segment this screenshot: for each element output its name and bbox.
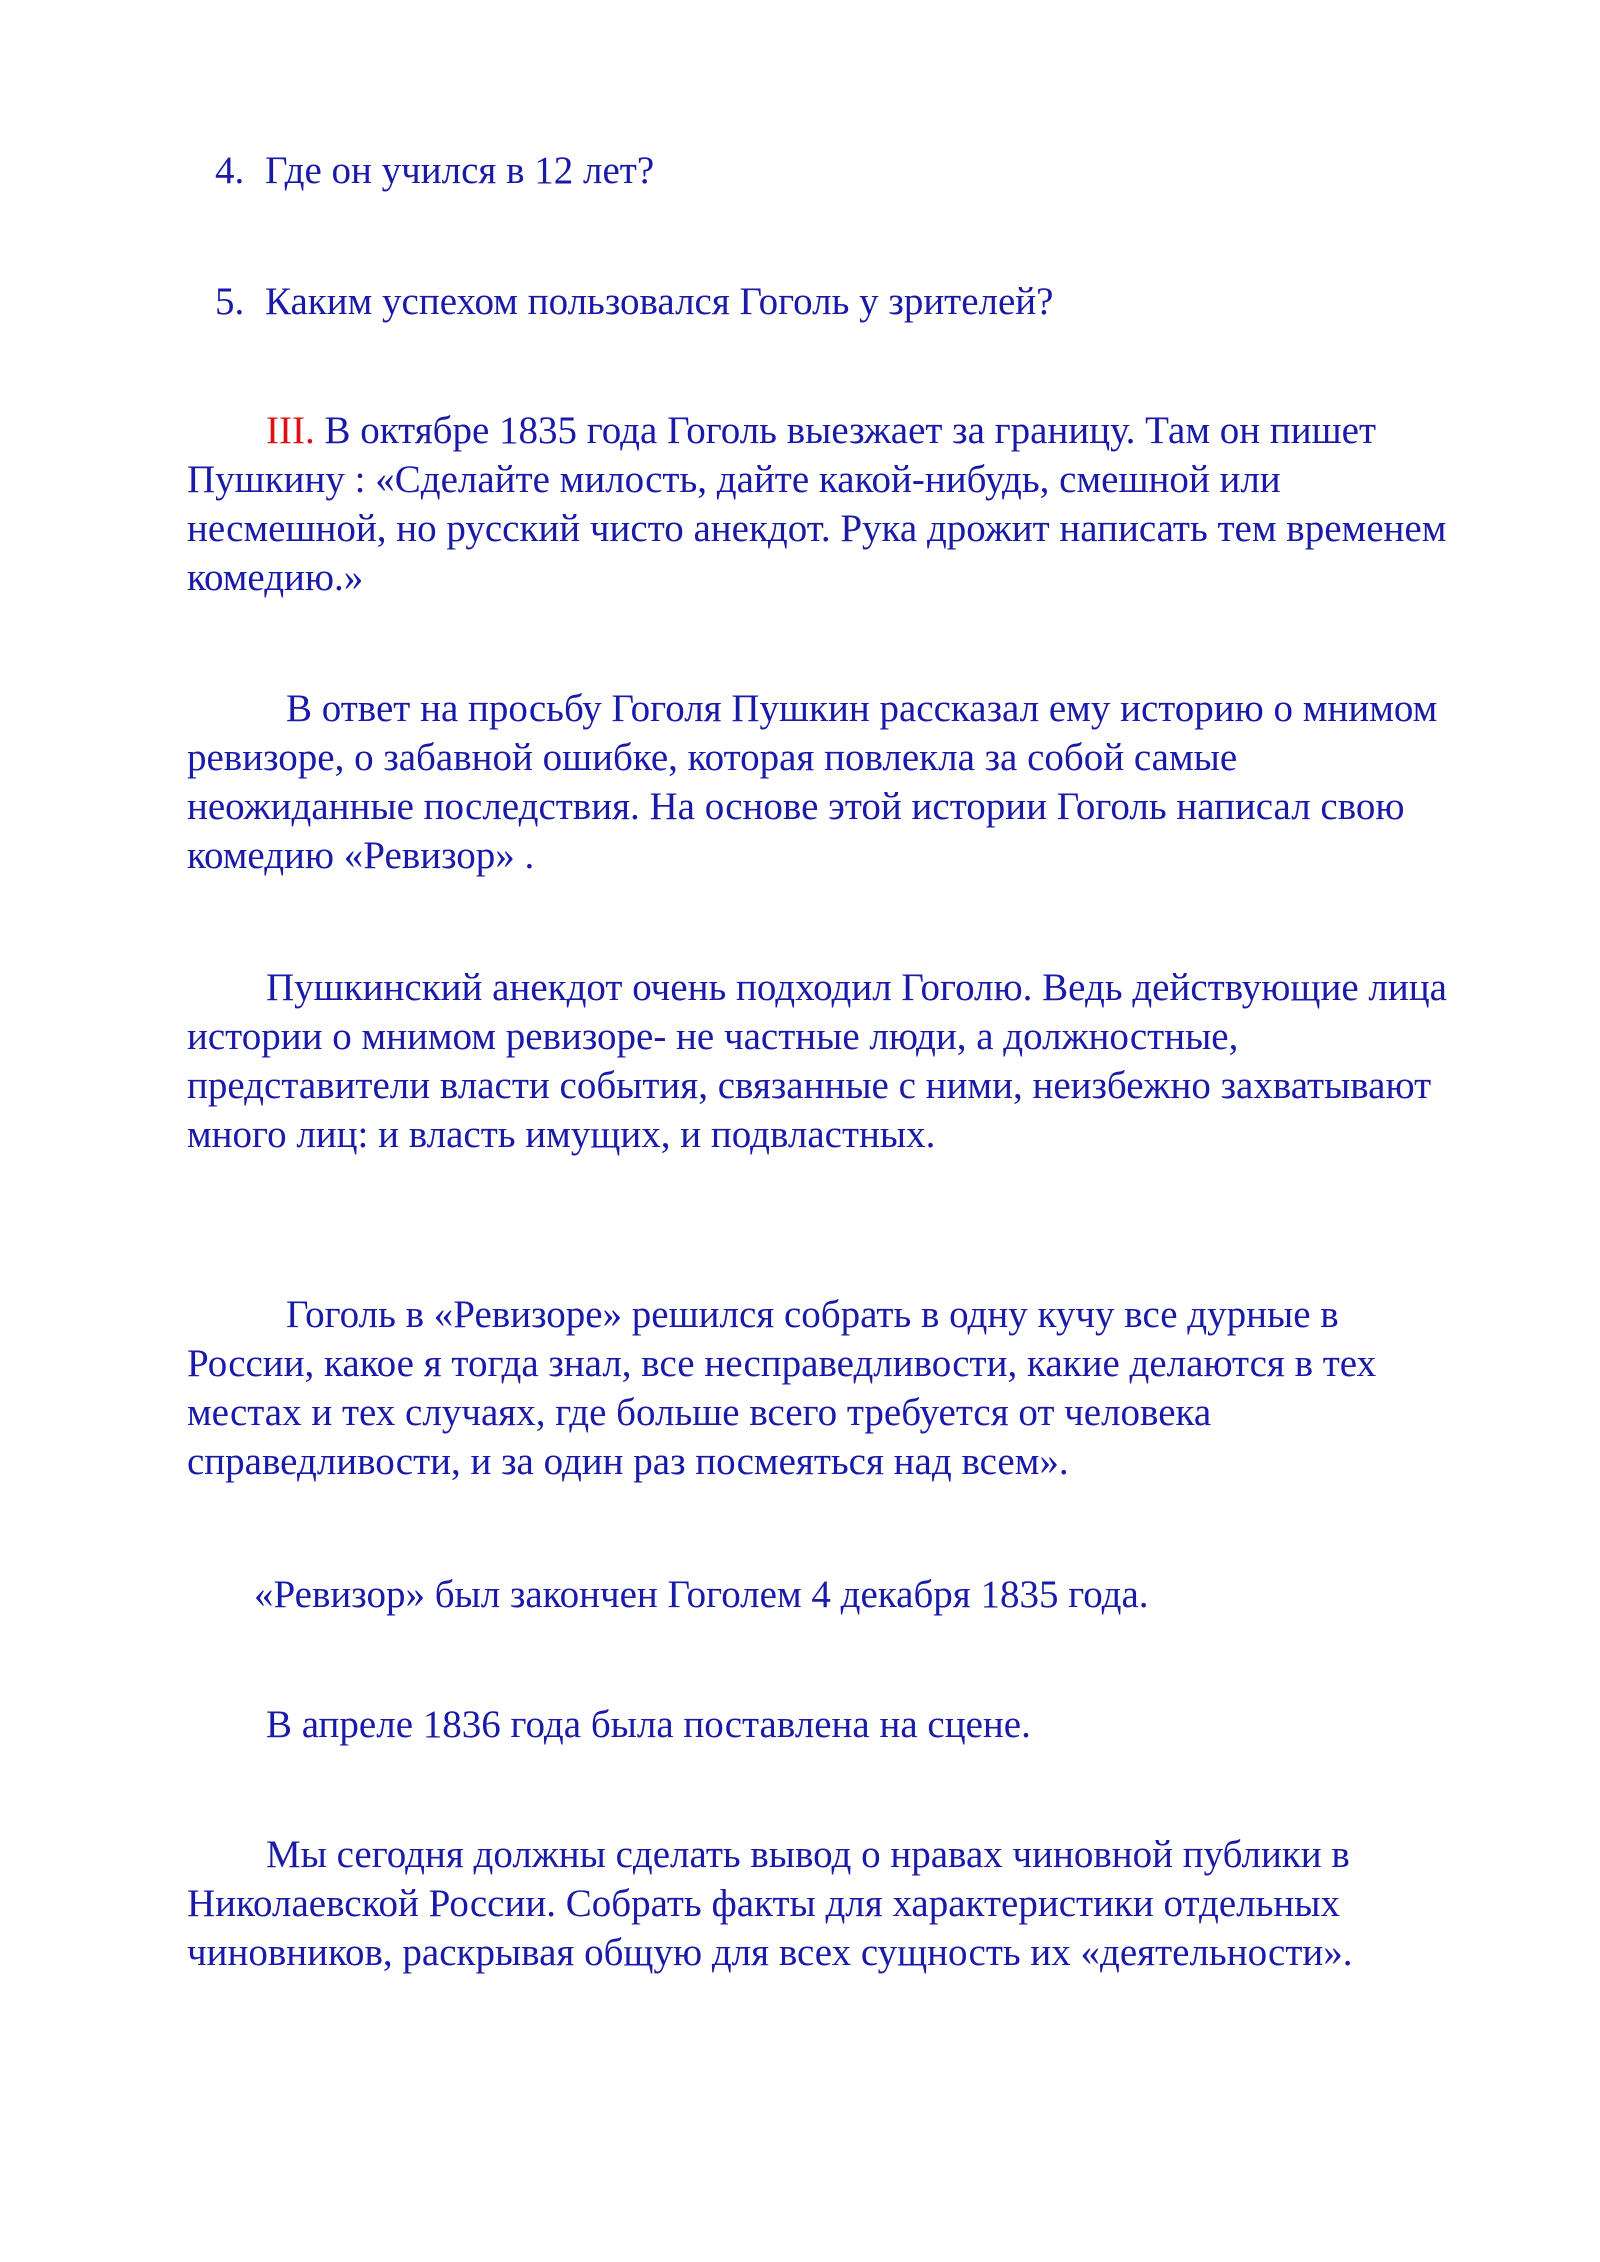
question-item-4 [215, 146, 1485, 195]
paragraph-text: Пушкинский анекдот очень подходил Гоголю. Ведь действующие лица истории о мнимом ревизоре- не частные люди, а должностные, представители власти события, связанные с ними, неизбежно захватывают много лиц: и власть имущих, и подвластных. [187, 966, 1447, 1156]
paragraph [187, 963, 1457, 1159]
paragraph-text: Мы сегодня должны сделать вывод о нравах чиновной публики в Николаевской России. Собрать факты для характеристики отдельных чиновников, раскрывая общую для всех сущность их «деятельности». [187, 1833, 1353, 1974]
section-number: III. [266, 409, 315, 452]
question-number: 4. [215, 149, 245, 192]
question-text: Каким успехом пользовался Гоголь у зрителей? [265, 280, 1054, 323]
paragraph [187, 1570, 1457, 1619]
section-paragraph [187, 406, 1457, 602]
paragraph-text: В ответ на просьбу Гоголя Пушкин рассказал ему историю о мнимом ревизоре, о забавной ошибке, которая повлекла за собой самые неожиданные последствия. На основе этой истории Гоголь написал свою комедию «Ревизор» . [187, 687, 1438, 877]
paragraph-text: «Ревизор» был закончен Гоголем 4 декабря 1835 года. [254, 1573, 1149, 1616]
paragraph-text: В апреле 1836 года была поставлена на сцене. [266, 1703, 1031, 1746]
paragraph [187, 684, 1457, 880]
paragraph-text: В октябре 1835 года Гоголь выезжает за границу. Там он пишет Пушкину : «Сделайте милость, дайте какой-нибудь, смешной или несмешной, но русский чисто анекдот. Рука дрожит написать тем временем комедию.» [187, 409, 1447, 599]
paragraph [187, 1290, 1457, 1486]
question-item-5 [215, 277, 1485, 326]
paragraph [187, 1830, 1457, 1977]
paragraph-text: Гоголь в «Ревизоре» решился собрать в одну кучу все дурные в России, какое я тогда знал, все несправедливости, какие делаются в тех местах и тех случаях, где больше всего требуется от человека справедливости, и за один раз посмеяться над всем». [187, 1293, 1377, 1483]
question-text: Где он учился в 12 лет? [265, 149, 655, 192]
paragraph [187, 1700, 1457, 1749]
question-number: 5. [215, 280, 245, 323]
